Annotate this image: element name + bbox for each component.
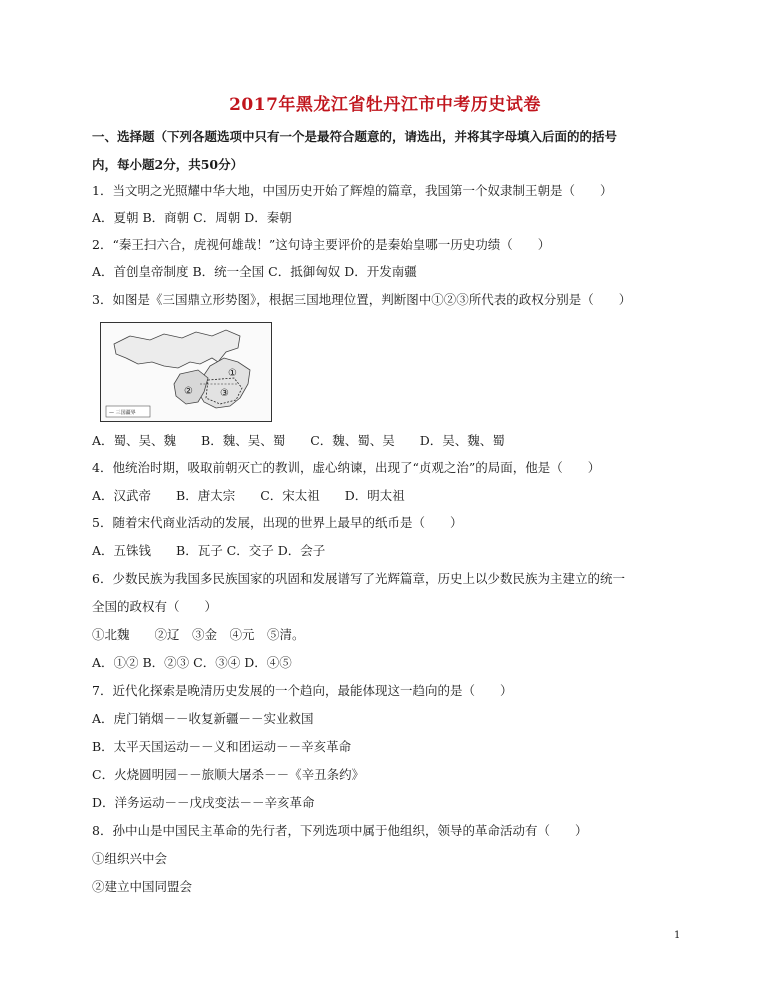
question-8: 8．孙中山是中国民主革命的先行者，下列选项中属于他组织，领导的革命活动有（ ）	[92, 823, 588, 838]
question-3: 3．如图是《三国鼎立形势图》，根据三国地理位置，判断图中①②③所代表的政权分别是（ ）	[92, 292, 632, 307]
map-label-2: ②	[184, 386, 193, 397]
question-6-options: A．①② B．②③ C．③④ D．④⑤	[92, 655, 292, 670]
page-number: 1	[674, 930, 681, 941]
section-heading-line1: 一、选择题（下列各题选项中只有一个是最符合题意的，请选出，并将其字母填入后面的的括号	[92, 129, 618, 144]
question-1-options: A．夏朝 B．商朝 C．周朝 D．秦朝	[92, 210, 292, 225]
question-6-line2: 全国的政权有（ ）	[92, 599, 218, 614]
question-8-item-1: ①组织兴中会	[92, 851, 168, 866]
question-6-line1: 6．少数民族为我国多民族国家的巩固和发展谱写了光辉篇章，历史上以少数民族为主建立的统一	[92, 571, 625, 586]
map-legend: — 三国疆界	[109, 410, 136, 416]
question-6-items: ①北魏 ②辽 ③金 ④元 ⑤清。	[92, 627, 305, 642]
exam-title: 2017年黑龙江省牡丹江市中考历史试卷	[229, 95, 541, 115]
map-label-3: ③	[220, 388, 229, 399]
question-7-option-c: C．火烧圆明园－－旅顺大屠杀－－《辛丑条约》	[92, 767, 365, 782]
question-2-options: A．首创皇帝制度 B．统一全国 C．抵御匈奴 D．开发南疆	[92, 264, 417, 279]
question-4: 4．他统治时期，吸取前朝灭亡的教训，虚心纳谏，出现了“贞观之治”的局面，他是（ ）	[92, 460, 601, 475]
map-label-1: ①	[228, 368, 237, 379]
question-7-option-b: B．太平天国运动－－义和团运动－－辛亥革命	[92, 739, 352, 754]
question-5: 5．随着宋代商业活动的发展，出现的世界上最早的纸币是（ ）	[92, 515, 463, 530]
question-8-item-2: ②建立中国同盟会	[92, 879, 193, 894]
question-7-option-d: D．洋务运动－－戊戌变法－－辛亥革命	[92, 795, 315, 810]
question-1: 1．当文明之光照耀中华大地，中国历史开始了辉煌的篇章，我国第一个奴隶制王朝是（ ）	[92, 183, 613, 198]
three-kingdoms-map	[100, 322, 272, 422]
question-5-options: A．五铢钱 B．瓦子 C．交子 D．会子	[92, 543, 326, 558]
question-7: 7．近代化探索是晚清历史发展的一个趋向，最能体现这一趋向的是（ ）	[92, 683, 513, 698]
question-3-options: A．蜀、吴、魏 B．魏、吴、蜀 C．魏、蜀、吴 D．吴、魏、蜀	[92, 433, 505, 448]
question-4-options: A．汉武帝 B．唐太宗 C．宋太祖 D．明太祖	[92, 488, 405, 503]
question-7-option-a: A．虎门销烟－－收复新疆－－实业救国	[92, 711, 314, 726]
question-2: 2．“秦王扫六合，虎视何雄哉！”这句诗主要评价的是秦始皇哪一历史功绩（ ）	[92, 237, 551, 252]
section-heading-line2: 内，每小题2分，共50分）	[92, 157, 244, 172]
